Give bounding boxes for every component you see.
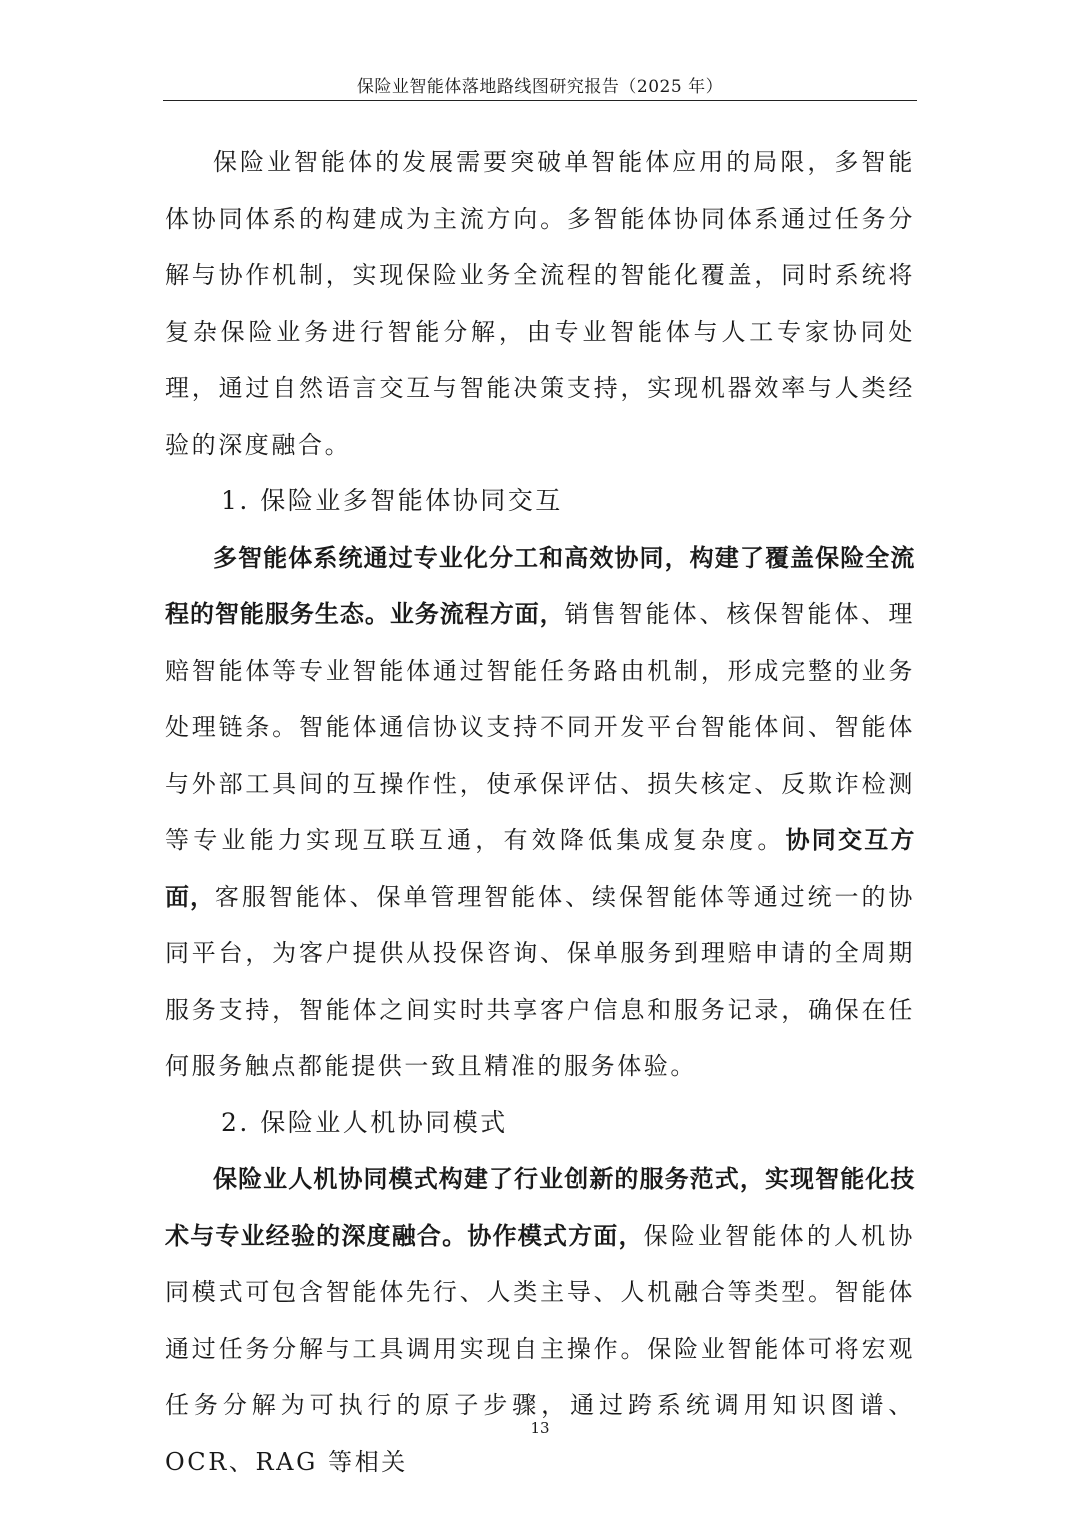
section-1-text-interaction: 客服智能体、保单管理智能体、续保智能体等通过统一的协同平台，为客户提供从投保咨询、保单服务到理赔申请的全周期服务支持，智能体之间实时共享客户信息和服务记录，确保在任何服务触点都能提供一致且精准的服务体验。: [165, 882, 915, 1080]
running-header: 保险业智能体落地路线图研究报告（2025 年）: [356, 77, 724, 97]
section-heading-2: 2. 保险业人机协同模式: [221, 1107, 508, 1137]
page-number: 13: [530, 1419, 550, 1437]
intro-paragraph: 保险业智能体的发展需要突破单智能体应用的局限，多智能体协同体系的构建成为主流方向。多智能体协同体系通过任务分解与协作机制，实现保险业务全流程的智能化覆盖，同时系统将复杂保险业务进行智能分解，由专业智能体与人工专家协同处理，通过自然语言交互与智能决策支持，实现机器效率与人类经验的深度融合。: [165, 148, 915, 459]
section-1-paragraph: [165, 530, 915, 1095]
section-2-label-collab: 协作模式方面，: [467, 1220, 644, 1250]
section-2-paragraph: [165, 1151, 915, 1490]
section-1-lead: 多智能体系统通过专业化分工和高效协同，构建了覆盖保险全流程的智能服务生态。: [165, 542, 915, 628]
header-divider: [163, 100, 917, 101]
section-1-label-process: 业务流程方面，: [389, 599, 565, 628]
section-1-label-interaction: 协同交互方面，: [165, 825, 916, 911]
page-body: [165, 134, 915, 1490]
section-2-lead: 保险业人机协同模式构建了行业创新的服务范式，实现智能化技术与专业经验的深度融合。: [165, 1164, 915, 1250]
section-1-text-process: 销售智能体、核保智能体、理赔智能体等专业智能体通过智能任务路由机制，形成完整的业务处理链条。智能体通信协议支持不同开发平台智能体间、智能体与外部工具间的互操作性，使承保评估、损失核定、反欺诈检测等专业能力实现互联互通，有效降低集成复杂度。: [165, 600, 916, 854]
section-heading-1: 1. 保险业多智能体协同交互: [221, 486, 563, 515]
section-2-text-collab: 保险业智能体的人机协同模式可包含智能体先行、人类主导、人机融合等类型。智能体通过任务分解与工具调用实现自主操作。保险业智能体可将宏观任务分解为可执行的原子步骤，通过跨系统调用知识图谱、OCR、RAG 等相关: [165, 1221, 916, 1476]
